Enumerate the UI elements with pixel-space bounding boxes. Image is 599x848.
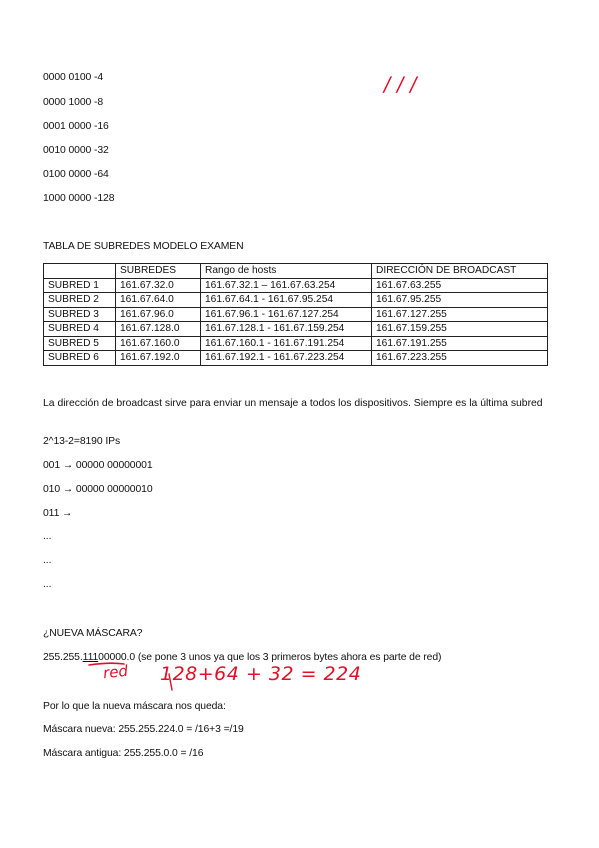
table-cell: 161.67.128.0 [116, 322, 201, 337]
ellipsis: ... [43, 531, 52, 542]
table-cell: 161.67.192.0 [116, 351, 201, 366]
bit-line: 0100 0000 -64 [43, 169, 109, 180]
table-row [44, 322, 548, 337]
ellipsis: ... [43, 579, 52, 590]
table-cell: 161.67.96.0 [116, 307, 201, 322]
bit-line: 0010 0000 -32 [43, 145, 109, 156]
table-row [44, 307, 548, 322]
table-cell: 161.67.160.0 [116, 336, 201, 351]
table-cell: SUBRED 2 [44, 293, 116, 308]
table-row [44, 278, 548, 293]
new-mask: Máscara nueva: 255.255.224.0 = /16+3 =/19 [43, 724, 244, 735]
table-row [44, 336, 548, 351]
table-cell: 161.67.127.255 [372, 307, 548, 322]
table-cell: 161.67.32.0 [116, 278, 201, 293]
table-header-cell: DIRECCIÓN DE BROADCAST [372, 264, 548, 279]
table-cell: SUBRED 5 [44, 336, 116, 351]
mask-line [43, 652, 441, 663]
table-cell: 161.67.64.0 [116, 293, 201, 308]
table-cell: 161.67.63.255 [372, 278, 548, 293]
table-header-cell [44, 264, 116, 279]
table-header-cell: SUBREDES [116, 264, 201, 279]
bit-line: 0000 0100 -4 [43, 72, 104, 83]
ips-line: 2^13-2=8190 IPs [43, 436, 121, 447]
handwritten-tally: / / / [381, 72, 420, 96]
table-title: TABLA DE SUBREDES MODELO EXAMEN [43, 241, 244, 252]
table-cell: 161.67.96.1 - 161.67.127.254 [201, 307, 372, 322]
subnet-table [43, 263, 548, 366]
ellipsis: ... [43, 555, 52, 566]
binary-line: 011 → [43, 508, 73, 519]
binary-line: 010 → 00000 00000010 [43, 484, 153, 495]
handwritten-sum: 128+64 + 32 = 224 [160, 663, 362, 685]
table-cell: 161.67.160.1 - 161.67.191.254 [201, 336, 372, 351]
bit-line: 1000 0000 -128 [43, 193, 115, 204]
result-intro: Por lo que la nueva máscara nos queda: [43, 701, 226, 712]
table-cell: SUBRED 3 [44, 307, 116, 322]
table-row [44, 351, 548, 366]
table-header-cell: Rango de hosts [201, 264, 372, 279]
mask-prefix: 255.255. [43, 652, 83, 663]
table-row [44, 293, 548, 308]
broadcast-note: La dirección de broadcast sirve para enviar un mensaje a todos los dispositivos. Siempre es la última subred [43, 398, 543, 409]
table-cell: 161.67.223.255 [372, 351, 548, 366]
mask-comment: (se pone 3 unos ya que los 3 primeros bytes ahora es parte de red) [135, 652, 442, 663]
mask-ones: 111 [82, 652, 99, 663]
table-cell: 161.67.32.1 – 161.67.63.254 [201, 278, 372, 293]
table-cell: 161.67.191.255 [372, 336, 548, 351]
handwritten-red-label: red [102, 661, 129, 683]
table-cell: 161.67.128.1 - 161.67.159.254 [201, 322, 372, 337]
table-cell: 161.67.95.255 [372, 293, 548, 308]
table-cell: 161.67.192.1 - 161.67.223.254 [201, 351, 372, 366]
mask-zeros: 00000.0 [98, 652, 136, 663]
table-cell: SUBRED 6 [44, 351, 116, 366]
table-cell: 161.67.159.255 [372, 322, 548, 337]
table-header-row [44, 264, 548, 279]
table-cell: SUBRED 4 [44, 322, 116, 337]
table-cell: SUBRED 1 [44, 278, 116, 293]
mask-question: ¿NUEVA MÁSCARA? [43, 628, 143, 639]
bit-line: 0000 1000 -8 [43, 97, 104, 108]
table-cell: 161.67.64.1 - 161.67.95.254 [201, 293, 372, 308]
binary-line: 001 → 00000 00000001 [43, 460, 153, 471]
old-mask: Máscara antigua: 255.255.0.0 = /16 [43, 748, 204, 759]
bit-line: 0001 0000 -16 [43, 121, 109, 132]
